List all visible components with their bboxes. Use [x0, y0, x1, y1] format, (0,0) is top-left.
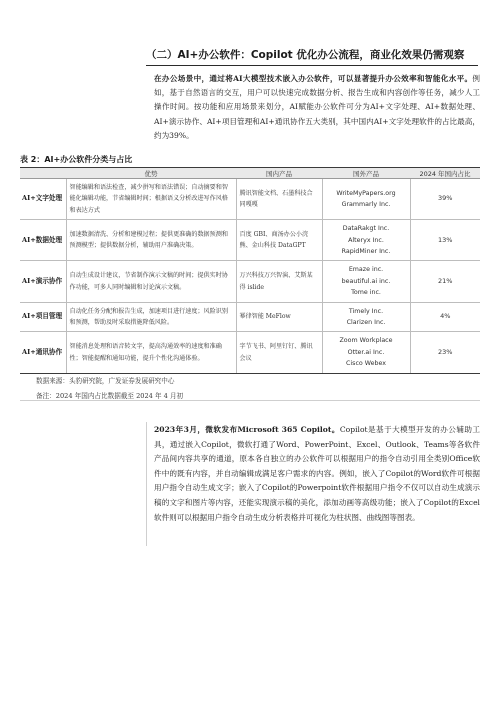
row-category: AI+项目管理: [20, 302, 66, 332]
international-product: Tome inc.: [351, 289, 381, 297]
domestic-product: 腾讯智能文档、石墨科技合同嘎嘎: [239, 189, 313, 209]
row-international-products: [322, 302, 410, 332]
international-product: Grammarly Inc.: [341, 201, 391, 209]
row-advantage: 自动生成设计建议，节省制作演示文稿的时间；提供实时协作功能，可多人同时编辑和讨论演示文稿。: [66, 261, 236, 302]
table-header-row: [20, 168, 480, 179]
intro-lead: 在办公场景中，通过将AI大模型技术嵌入办公软件，可以显著提升办公效率和智能化水平。: [154, 74, 473, 83]
row-international-products: [322, 332, 410, 373]
header-international: 国外产品: [322, 168, 410, 179]
row-domestic-products: [236, 302, 322, 332]
header-domestic: 国内产品: [236, 168, 322, 179]
row-share: 39%: [410, 179, 480, 220]
header-category: [20, 168, 66, 179]
international-product: WriteMyPapers.org: [336, 189, 396, 197]
international-product: Alteryx Inc.: [348, 236, 384, 244]
domestic-product: 幂律智能 MeFlow: [239, 313, 291, 321]
international-product: Otter.ai Inc.: [347, 348, 385, 356]
section-title: （二）AI+办公软件：Copilot 优化办公流程，商业化效果仍需观察: [146, 49, 465, 61]
international-product: Zoom Workplace: [339, 337, 393, 345]
row-share: 21%: [410, 261, 480, 302]
table-body: [20, 179, 480, 374]
intro-paragraph: [154, 72, 480, 143]
row-advantage: 智能消息处理和语音转文字，提高沟通效率的速度和准确性；智能提醒和通知功能，提升个性化沟通体验。: [66, 332, 236, 373]
row-category: AI+通讯协作: [20, 332, 66, 373]
table-caption: 表 2：AI+办公软件分类与占比: [20, 155, 133, 164]
row-international-products: [322, 261, 410, 302]
row-share: 23%: [410, 332, 480, 373]
header-advantage: 优势: [66, 168, 236, 179]
row-domestic-products: [236, 179, 322, 220]
international-product: DataRakgt Inc.: [342, 225, 390, 233]
domestic-product: 字节飞书、阿里钉钉、腾讯会议: [239, 343, 313, 362]
copilot-lead: 2023年3月，微软发布Microsoft 365 Copilot。: [154, 425, 340, 434]
section-divider: [146, 65, 478, 66]
row-advantage: 自动化任务分配和报告生成，加速项目进行速度；风险识别和预测，帮助及时采取措施降低风险。: [66, 302, 236, 332]
table-row: [20, 179, 480, 220]
table-row: [20, 261, 480, 302]
international-product: beautiful.ai inc.: [341, 277, 391, 285]
note-divider: [20, 400, 480, 401]
table-source: 数据来源：头豹研究院，广发证券发展研究中心: [36, 377, 175, 385]
international-product: Clarizen Inc.: [346, 319, 386, 327]
row-domestic-products: [236, 332, 322, 373]
row-category: AI+演示协作: [20, 261, 66, 302]
table-row: [20, 302, 480, 332]
row-international-products: [322, 220, 410, 261]
row-category: AI+文字处理: [20, 179, 66, 220]
row-category: AI+数据处理: [20, 220, 66, 261]
international-product: Cisco Webex: [346, 360, 386, 368]
copilot-paragraph: [154, 423, 480, 525]
category-table: [20, 167, 480, 374]
row-domestic-products: [236, 261, 322, 302]
row-domestic-products: [236, 220, 322, 261]
header-share: 2024 年国内占比: [410, 168, 480, 179]
table-row: [20, 332, 480, 373]
international-product: RapidMiner Inc.: [341, 248, 391, 256]
row-share: 13%: [410, 220, 480, 261]
row-share: 4%: [410, 302, 480, 332]
row-advantage: 加速数据清洗、分析和建模过程；提供更准确的数据预测和预测模型；提供数据分析，辅助用户准确决策。: [66, 220, 236, 261]
row-international-products: [322, 179, 410, 220]
domestic-product: 百度 GBI、商汤办公小浣熊、金山科技 DataGPT: [239, 230, 309, 250]
table-row: [20, 220, 480, 261]
international-product: Emaze inc.: [348, 266, 384, 274]
quote-rule: [146, 422, 147, 546]
intro-body: 例如，基于自然语言的交互，用户可以快速完成数据分析、报告生成和内容创作等任务，减少人工操作时间。按功能和应用场景来划分，AI赋能办公软件可分为AI+文字处理、AI+数据处理、AI+演示协作、AI+项目管理和AI+通讯协作五大类别，其中国内AI+文字处理软件的占比最高，约为39%。: [154, 74, 480, 140]
domestic-product: 万兴科技万兴智演、艾斯某得 islide: [239, 272, 313, 291]
copilot-body: Copilot是基于大模型开发的办公辅助工具，通过嵌入Copilot，微软打通了Word、PowerPoint、Excel、Outlook、Teams等各软件产品间内容共享的通道，原本各自独立的办公软件可以根据用户的指令自动引用全类别Office软件中的既有内容，并自动编辑成满足客户需求的内容。例如，嵌入了Copilot的Word软件可根据用户指令自动生成文字；嵌入了Copilot的Powerpoint软件根据用户指令不仅可以自动生成演示稿的文字和图片等内容，还能实现演示稿的美化，添加动画等高级功能；嵌入了Copilot的Excel软件则可以根据用户指令自动生成分析表格并可视化为柱状图、曲线图等图表。: [154, 425, 480, 522]
table-note: 备注：2024 年国内占比数据截至 2024 年 4 月初: [36, 392, 184, 400]
international-product: Timely Inc.: [348, 307, 384, 315]
row-advantage: 智能编辑和语法检查，减少拼写和语法错误；自动摘要和智能化编辑功能，节省编辑时间；根据语义分析改进写作风格和表达方式: [66, 179, 236, 220]
